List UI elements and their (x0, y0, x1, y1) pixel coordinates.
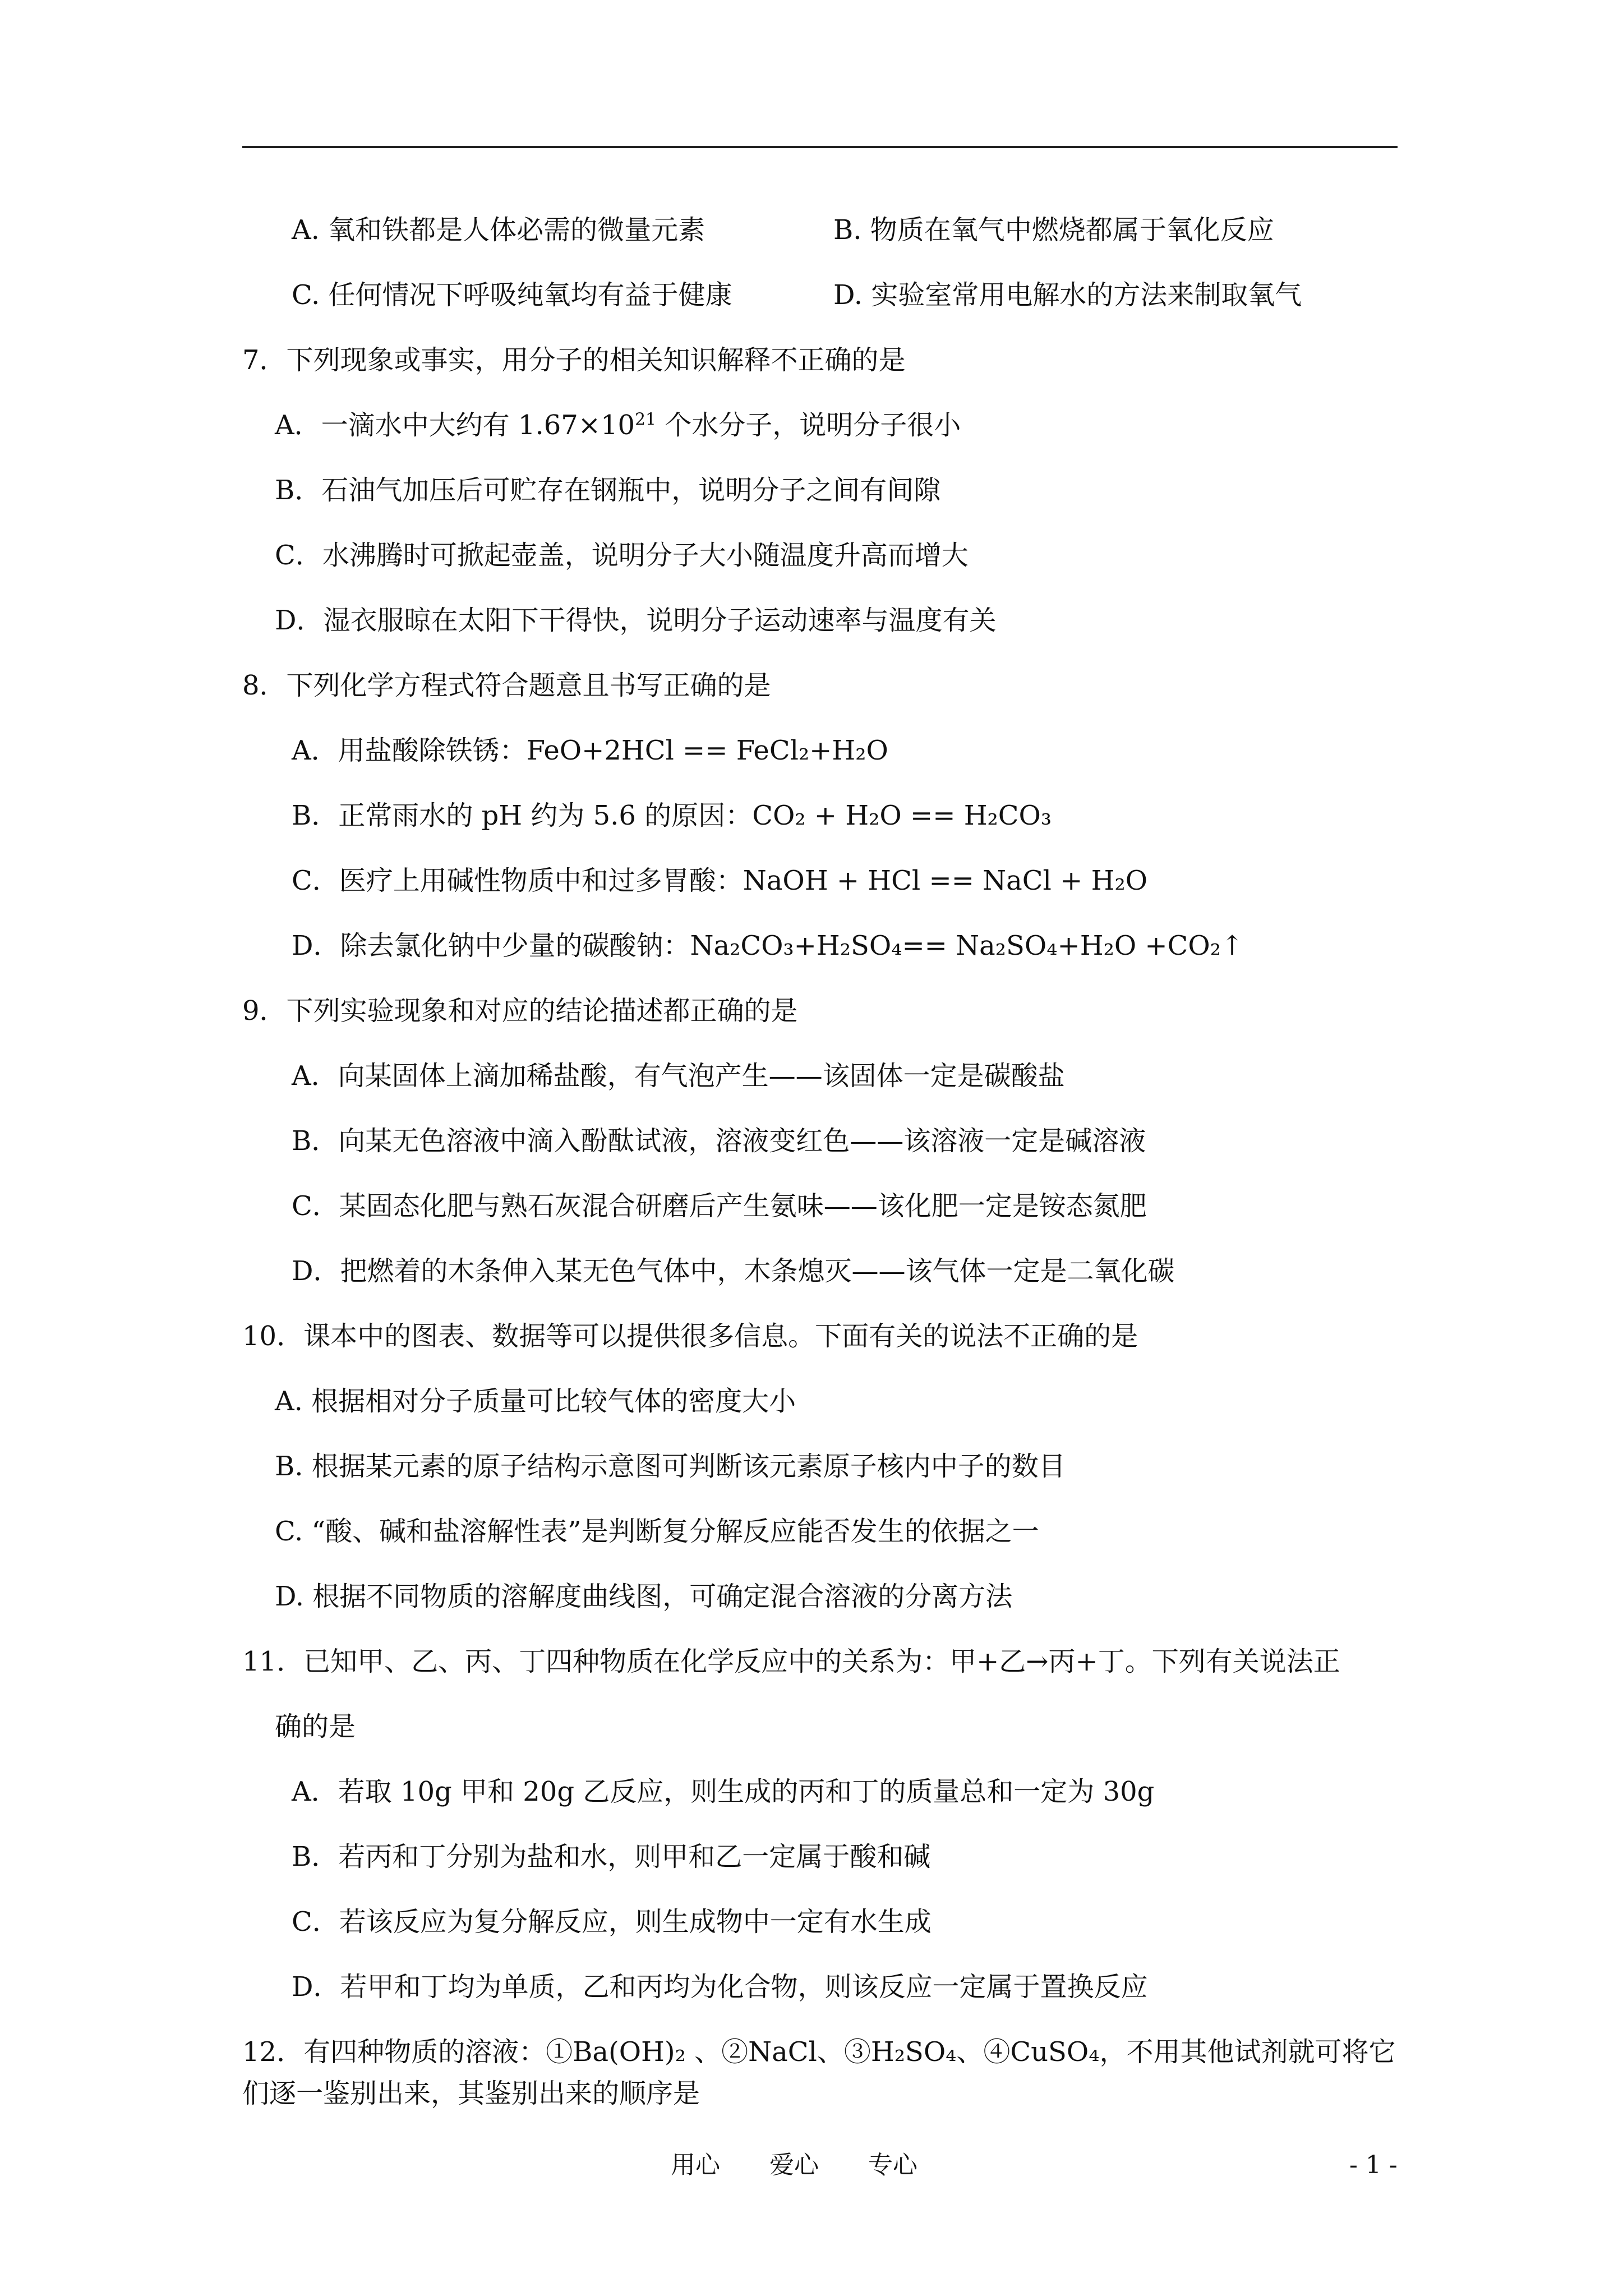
page-number: - 1 - (1349, 2151, 1398, 2179)
q11-option-b: B．若丙和丁分别为盐和水，则甲和乙一定属于酸和碱 (292, 1841, 931, 1872)
q9-option-a: A．向某固体上滴加稀盐酸，有气泡产生——该固体一定是碳酸盐 (292, 1060, 1065, 1092)
q9-stem: 9．下列实验现象和对应的结论描述都正确的是 (242, 995, 798, 1027)
q7-option-a: A．一滴水中大约有 $1.67\times 10^{21}$ 个水分子，说明分子很小 (275, 409, 961, 441)
q8-option-a: A．用盐酸除铁锈：FeO+2HCl == FeCl₂+H₂O (292, 735, 888, 766)
q9-option-d: D．把燃着的木条伸入某无色气体中，木条熄灭——该气体一定是二氧化碳 (292, 1255, 1175, 1287)
q8-stem: 8．下列化学方程式符合题意且书写正确的是 (242, 670, 771, 701)
q7-option-c: C．水沸腾时可掀起壶盖，说明分子大小随温度升高而增大 (275, 540, 969, 571)
footer-motto: 用心 爱心 专心 (671, 2151, 917, 2179)
q7-option-d: D．湿衣服晾在太阳下干得快，说明分子运动速率与温度有关 (275, 605, 997, 636)
header-rule (242, 146, 1398, 148)
q10-option-d: D. 根据不同物质的溶解度曲线图，可确定混合溶液的分离方法 (275, 1581, 1013, 1612)
q7-option-b: B．石油气加压后可贮存在钢瓶中，说明分子之间有间隙 (275, 475, 941, 506)
q6-option-b: B. 物质在氧气中燃烧都属于氧化反应 (833, 214, 1274, 246)
q8-option-b: B．正常雨水的 pH 约为 5.6 的原因：CO₂ + H₂O == H₂CO₃ (292, 800, 1052, 831)
q11-stem-line2: 确的是 (275, 1711, 356, 1742)
q10-option-a: A. 根据相对分子质量可比较气体的密度大小 (275, 1386, 796, 1417)
q11-option-c: C．若该反应为复分解反应，则生成物中一定有水生成 (292, 1906, 932, 1938)
q6-option-c: C. 任何情况下呼吸纯氧均有益于健康 (292, 279, 732, 311)
q6-option-a: A. 氧和铁都是人体必需的微量元素 (292, 214, 706, 246)
q9-option-c: C．某固态化肥与熟石灰混合研磨后产生氨味——该化肥一定是铵态氮肥 (292, 1190, 1147, 1222)
q8-option-d: D．除去氯化钠中少量的碳酸钠：Na₂CO₃+H₂SO₄== Na₂SO₄+H₂O +CO₂↑ (292, 930, 1244, 961)
q12-stem-line1: 12．有四种物质的溶液：①Ba(OH)₂ 、②NaCl、③H₂SO₄、④CuSO₄，不用其他试剂就可将它 (242, 2036, 1396, 2068)
q9-option-b: B．向某无色溶液中滴入酚酞试液，溶液变红色——该溶液一定是碱溶液 (292, 1125, 1146, 1157)
q11-option-a: A．若取 10g 甲和 20g 乙反应，则生成的丙和丁的质量总和一定为 30g (292, 1776, 1155, 1807)
q10-stem: 10．课本中的图表、数据等可以提供很多信息。下面有关的说法不正确的是 (242, 1320, 1138, 1352)
q12-stem-line2: 们逐一鉴别出来，其鉴别出来的顺序是 (242, 2078, 700, 2109)
q7-stem: 7．下列现象或事实，用分子的相关知识解释不正确的是 (242, 344, 906, 376)
q8-option-c: C．医疗上用碱性物质中和过多胃酸：NaOH + HCl == NaCl + H₂O (292, 865, 1148, 896)
q11-option-d: D．若甲和丁均为单质，乙和丙均为化合物，则该反应一定属于置换反应 (292, 1971, 1148, 2003)
q10-option-b: B. 根据某元素的原子结构示意图可判断该元素原子核内中子的数目 (275, 1451, 1066, 1482)
q6-option-d: D. 实验室常用电解水的方法来制取氧气 (833, 279, 1302, 311)
q11-stem-line1: 11．已知甲、乙、丙、丁四种物质在化学反应中的关系为：甲+乙→丙+丁。下列有关说法正 (242, 1646, 1340, 1677)
q10-option-c: C. “酸、碱和盐溶解性表”是判断复分解反应能否发生的依据之一 (275, 1516, 1039, 1547)
